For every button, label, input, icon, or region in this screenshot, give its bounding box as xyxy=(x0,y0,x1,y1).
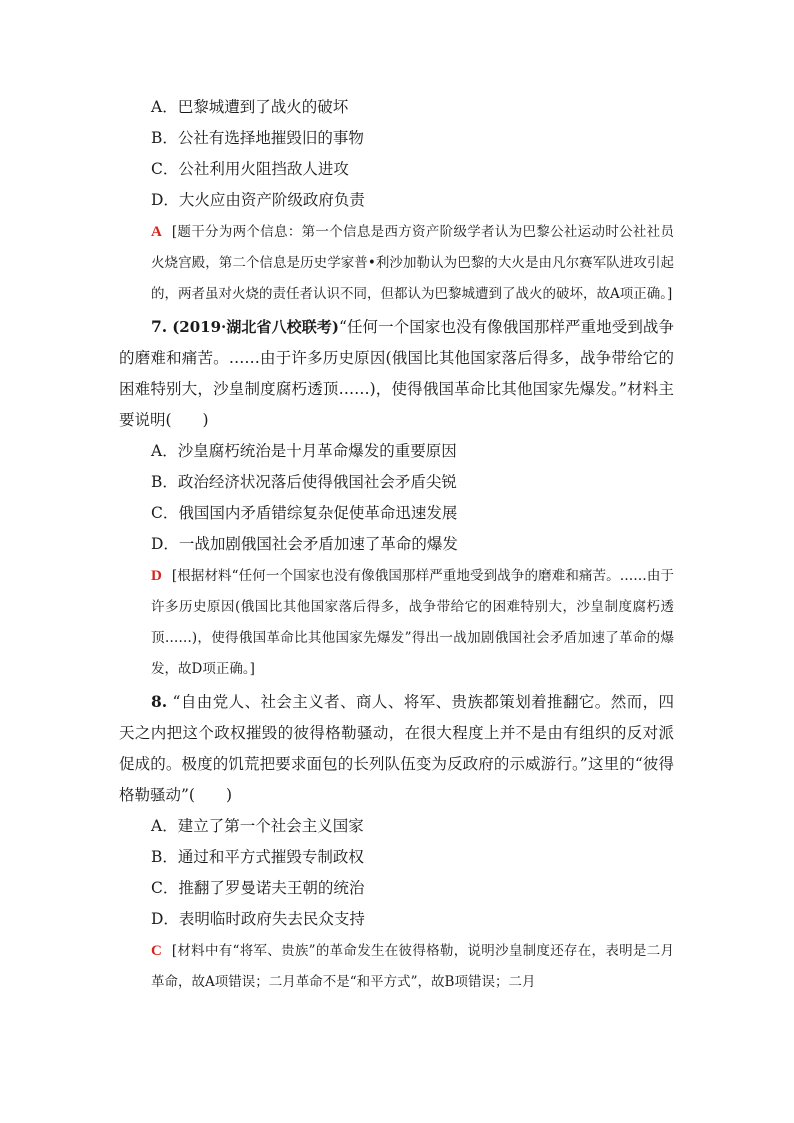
option-c: C．公社利用火阻挡敌人进攻 xyxy=(151,160,349,178)
answer-letter: A xyxy=(151,224,162,240)
answer-explanation xyxy=(119,561,674,685)
question-stem xyxy=(119,311,674,436)
answer-explanation xyxy=(119,217,674,310)
question-stem xyxy=(119,686,674,811)
option-b: B．政治经济状况落后使得俄国社会矛盾尖锐 xyxy=(151,473,457,491)
option-a: A．沙皇腐朽统治是十月革命爆发的重要原因 xyxy=(151,442,457,460)
option-a: A．巴黎城遭到了战火的破坏 xyxy=(151,98,349,116)
option-d: D．一战加剧俄国社会矛盾加速了革命的爆发 xyxy=(151,535,458,553)
question-text: “任何一个国家也没有像俄国那样严重地受到战争的磨难和痛苦。……由于许多历史原因(俄国比其他国家落后得多，战争带给它的困难特别大，沙皇制度腐朽透顶……)，使得俄国革命比其他国家先爆发。”材料主要说明( ) xyxy=(119,318,674,429)
answer-explanation xyxy=(119,936,674,998)
answer-letter: C xyxy=(151,943,162,959)
question-number: 8. xyxy=(151,692,168,711)
option-c: C．俄国国内矛盾错综复杂促使革命迅速发展 xyxy=(151,504,458,522)
question-number: 7. xyxy=(151,317,168,336)
explanation-text: [材料中有“将军、贵族”的革命发生在彼得格勒，说明沙皇制度还存在，表明是二月革命，故A项错误；二月革命不是“和平方式”，故B项错误；二月 xyxy=(151,943,674,990)
option-d: D．大火应由资产阶级政府负责 xyxy=(151,191,365,209)
answer-letter: D xyxy=(151,568,162,584)
question-6 xyxy=(119,92,674,310)
explanation-text: [根据材料“任何一个国家也没有像俄国那样严重地受到战争的磨难和痛苦。……由于许多历史原因(俄国比其他国家落后得多，战争带给它的困难特别大，沙皇制度腐朽透顶……)，使得俄国革命比其他国家先爆发”得出一战加剧俄国社会矛盾加速了革命的爆发，故D项正确。] xyxy=(151,568,674,677)
question-text: “自由党人、社会主义者、商人、将军、贵族都策划着推翻它。然而，四天之内把这个政权摧毁的彼得格勒骚动，在很大程度上并不是由有组织的反对派促成的。极度的饥荒把要求面包的长列队伍变为反政府的示威游行。”这里的“彼得格勒骚动”( ) xyxy=(119,693,674,804)
option-c: C．推翻了罗曼诺夫王朝的统治 xyxy=(151,879,365,897)
question-source: (2019·湖北省八校联考) xyxy=(172,318,339,336)
question-8 xyxy=(119,686,674,998)
explanation-text: [题干分为两个信息：第一个信息是西方资产阶级学者认为巴黎公社运动时公社社员火烧宫殿，第二个信息是历史学家普•利沙加勒认为巴黎的大火是由凡尔赛军队进攻引起的，两者虽对火烧的责任者认识不同，但都认为巴黎城遭到了战火的破坏，故A项正确。] xyxy=(151,224,674,302)
page-content xyxy=(119,92,674,999)
option-b: B．公社有选择地摧毁旧的事物 xyxy=(151,129,364,147)
option-a: A．建立了第一个社会主义国家 xyxy=(151,817,364,835)
option-d: D．表明临时政府失去民众支持 xyxy=(151,910,365,928)
option-b: B．通过和平方式摧毁专制政权 xyxy=(151,848,364,866)
question-7 xyxy=(119,311,674,685)
